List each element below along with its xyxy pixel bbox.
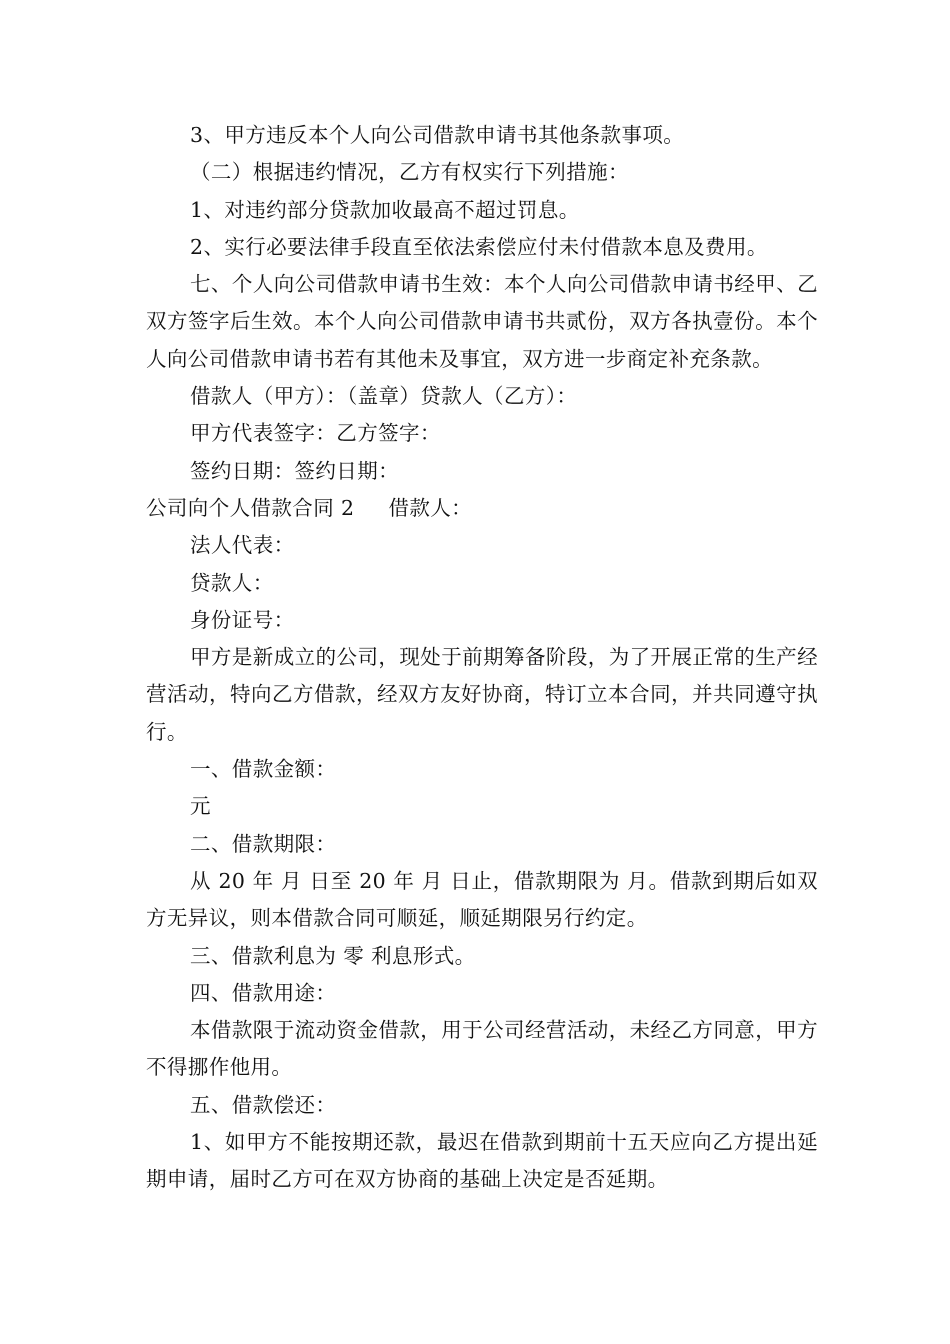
paragraph-legal-action: 2、实行必要法律手段直至依法索偿应付未付借款本息及费用。 <box>190 234 768 259</box>
paragraph-representative-signature: 甲方代表签字：乙方签字： <box>190 421 441 446</box>
paragraph-extension: 1、如甲方不能按期还款，最迟在借款到期前十五天应向乙方提出延期申请，届时乙方可在双方协商的基础上决定是否延期。 <box>146 1130 818 1192</box>
paragraph-purpose: 本借款限于流动资金借款，用于公司经营活动，未经乙方同意，甲方不得挪作他用。 <box>146 1018 818 1080</box>
paragraph-loan-amount-unit: 元 <box>190 794 211 819</box>
paragraph-breach-clause-3: 3、甲方违反本个人向公司借款申请书其他条款事项。 <box>190 123 685 147</box>
paragraph-interest: 三、借款利息为 零 利息形式。 <box>190 943 476 968</box>
paragraph-legal-representative: 法人代表： <box>190 533 295 558</box>
paragraph-loan-term: 从 20 年 月 日至 20 年 月 日止，借款期限为 月。借款到期后如双方无异议，则本借款合同可顺延，顺延期限另行约定。 <box>146 868 818 931</box>
paragraph-signing-date: 签约日期：签约日期： <box>190 458 399 483</box>
paragraph-lender: 贷款人： <box>190 570 274 595</box>
document-body <box>146 117 818 1199</box>
paragraph-id-number: 身份证号： <box>190 607 295 632</box>
paragraph-effectiveness: 七、个人向公司借款申请书生效：本个人向公司借款申请书经甲、乙双方签字后生效。本个人向公司借款申请书共贰份，双方各执壹份。本个人向公司借款申请书若有其他未及事宜，双方进一步商定补充条款。 <box>146 272 818 371</box>
paragraph-parties-signature: 借款人（甲方）：（盖章）贷款人（乙方）： <box>190 384 578 409</box>
paragraph-contract-title <box>146 490 818 527</box>
paragraph-purpose-heading: 四、借款用途： <box>190 980 337 1005</box>
borrower-label: 借款人： <box>388 495 473 520</box>
paragraph-preamble: 甲方是新成立的公司，现处于前期筹备阶段，为了开展正常的生产经营活动，特向乙方借款，经双方友好协商，特订立本合同，并共同遵守执行。 <box>146 645 818 744</box>
contract-title: 公司向个人借款合同 2 <box>146 495 355 520</box>
paragraph-penalty-interest: 1、对违约部分贷款加收最高不超过罚息。 <box>190 197 580 222</box>
paragraph-remedy-measures: （二）根据违约情况，乙方有权实行下列措施： <box>190 160 629 185</box>
paragraph-loan-term-heading: 二、借款期限： <box>190 831 337 856</box>
paragraph-repayment-heading: 五、借款偿还： <box>190 1092 337 1117</box>
paragraph-loan-amount-heading: 一、借款金额： <box>190 757 337 782</box>
